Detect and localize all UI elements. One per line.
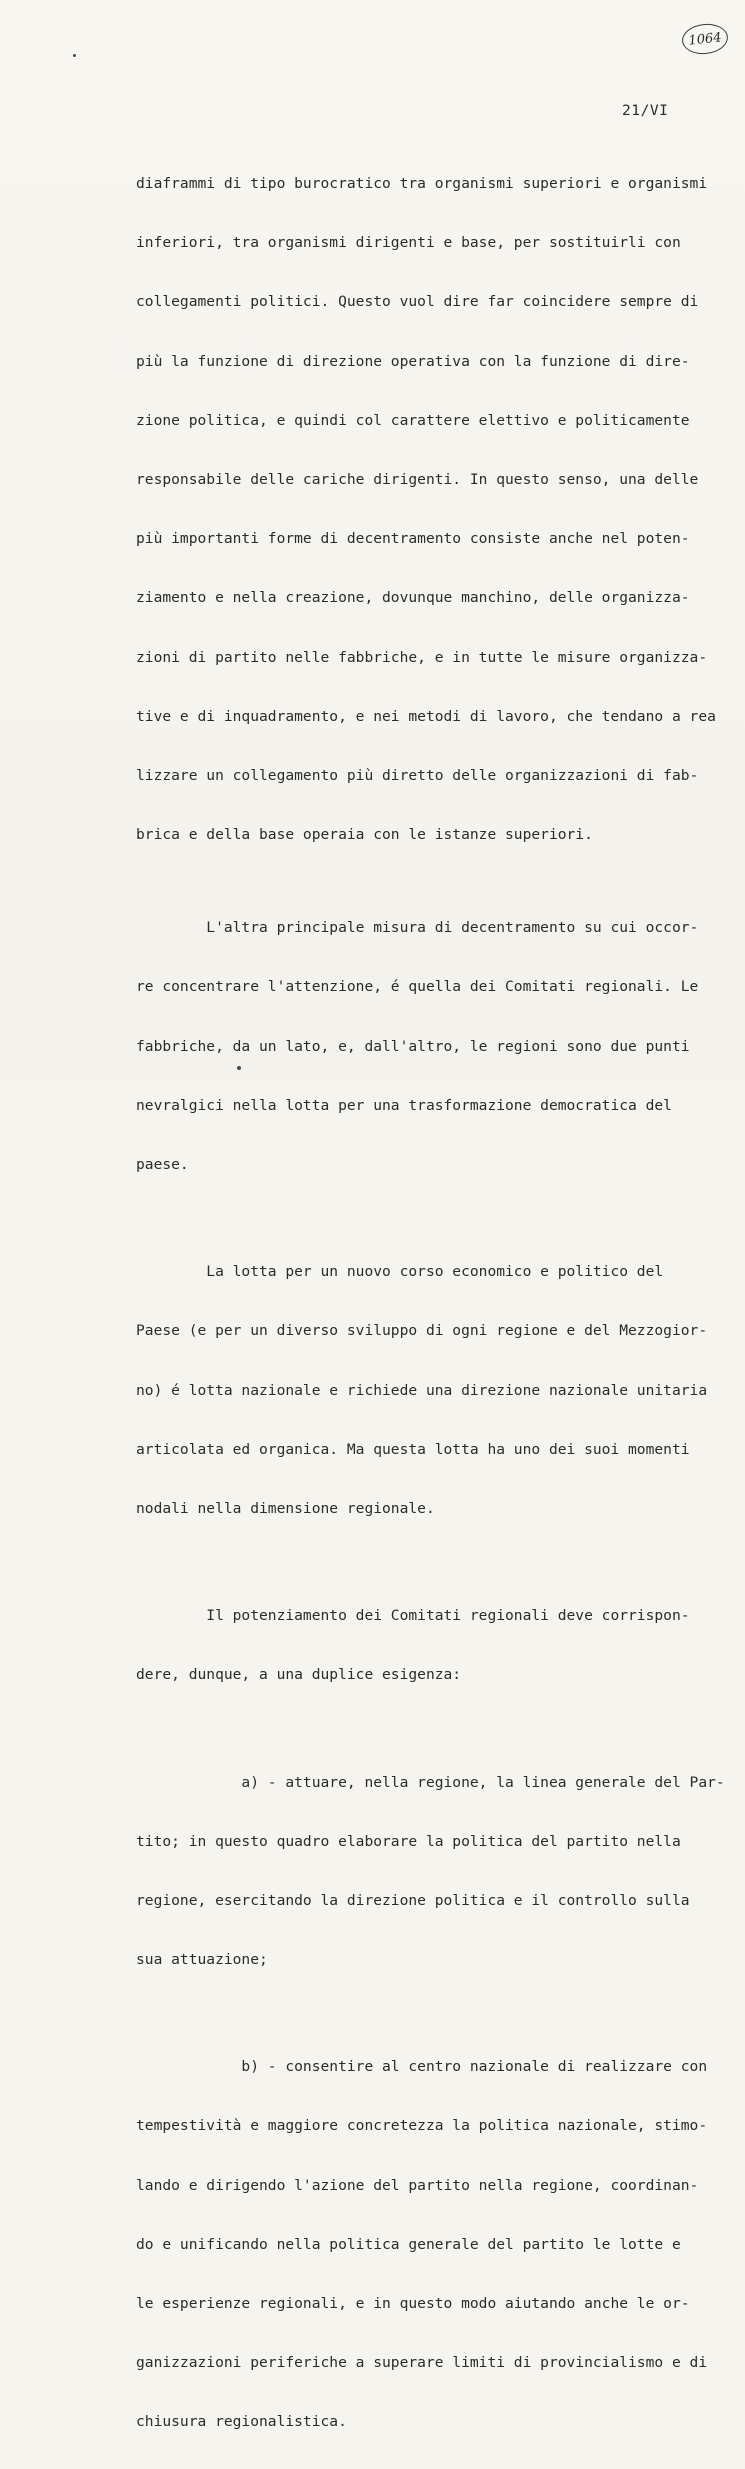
text-line: no) é lotta nazionale e richiede una direzione nazionale unitaria bbox=[136, 1381, 708, 1399]
paragraph-1 bbox=[136, 137, 726, 881]
paragraph-6 bbox=[136, 2020, 726, 2468]
text-line: zioni di partito nelle fabbriche, e in tutte le misure organizza- bbox=[136, 648, 708, 666]
text-line: ziamento e nella creazione, dovunque manchino, delle organizza- bbox=[136, 589, 690, 607]
document-body bbox=[136, 137, 726, 2469]
text-line: diaframmi di tipo burocratico tra organismi superiori e organismi bbox=[136, 175, 708, 192]
scan-speck bbox=[73, 54, 76, 57]
text-line: a) - attuare, nella regione, la linea generale del Par- bbox=[136, 1773, 725, 1791]
text-line: fabbriche, da un lato, e, dall'altro, le regioni sono due punti bbox=[136, 1037, 690, 1055]
text-line: tempestività e maggiore concretezza la politica nazionale, stimo- bbox=[136, 2117, 708, 2135]
text-line: articolata ed organica. Ma questa lotta ha uno dei suoi momenti bbox=[136, 1440, 690, 1458]
text-line: nevralgici nella lotta per una trasformazione democratica del bbox=[136, 1096, 672, 1114]
text-line: brica e della base operaia con le istanze superiori. bbox=[136, 826, 593, 844]
text-line: L'altra principale misura di decentramento su cui occor- bbox=[136, 919, 699, 937]
page-reference: 21/VI bbox=[622, 102, 669, 119]
text-line: Paese (e per un diverso sviluppo di ogni regione e del Mezzogior- bbox=[136, 1322, 708, 1340]
text-line: tive e di inquadramento, e nei metodi di lavoro, che tendano a rea bbox=[136, 707, 716, 725]
text-line: lizzare un collegamento più diretto delle organizzazioni di fab- bbox=[136, 766, 699, 784]
paragraph-3 bbox=[136, 1225, 726, 1555]
text-line: nodali nella dimensione regionale. bbox=[136, 1499, 435, 1517]
text-line: b) - consentire al centro nazionale di realizzare con bbox=[136, 2058, 708, 2076]
paragraph-5 bbox=[136, 1736, 726, 2007]
text-line: chiusura regionalistica. bbox=[136, 2413, 347, 2431]
paragraph-gap bbox=[136, 1555, 726, 1569]
paragraph-2 bbox=[136, 881, 726, 1211]
archive-number-stamp bbox=[681, 22, 730, 57]
text-line: più la funzione di direzione operativa con la funzione di dire- bbox=[136, 352, 690, 370]
text-line: inferiori, tra organismi dirigenti e base, per sostituirli con bbox=[136, 234, 681, 252]
text-line: do e unificando nella politica generale del partito le lotte e bbox=[136, 2235, 681, 2253]
text-line: più importanti forme di decentramento consiste anche nel poten- bbox=[136, 530, 690, 548]
text-line: le esperienze regionali, e in questo modo aiutando anche le or- bbox=[136, 2295, 690, 2312]
archive-number-text: 1064 bbox=[687, 29, 723, 49]
text-line: Il potenziamento dei Comitati regionali deve corrispon- bbox=[136, 1607, 690, 1625]
text-line: responsabile delle cariche dirigenti. In questo senso, una delle bbox=[136, 470, 699, 488]
text-line: sua attuazione; bbox=[136, 1951, 268, 1969]
paragraph-gap bbox=[136, 1211, 726, 1225]
paragraph-gap bbox=[136, 1722, 726, 1736]
text-line: paese. bbox=[136, 1156, 189, 1173]
scan-speck bbox=[237, 1066, 241, 1070]
text-line: collegamenti politici. Questo vuol dire far coincidere sempre di bbox=[136, 293, 699, 311]
text-line: ganizzazioni periferiche a superare limiti di provincialismo e di bbox=[136, 2354, 708, 2372]
text-line: re concentrare l'attenzione, é quella dei Comitati regionali. Le bbox=[136, 978, 699, 996]
text-line: regione, esercitando la direzione politica e il controllo sulla bbox=[136, 1891, 690, 1909]
paragraph-4 bbox=[136, 1569, 726, 1721]
text-line: La lotta per un nuovo corso economico e politico del bbox=[136, 1263, 664, 1281]
text-line: tito; in questo quadro elaborare la politica del partito nella bbox=[136, 1832, 681, 1850]
text-line: dere, dunque, a una duplice esigenza: bbox=[136, 1666, 462, 1684]
paragraph-gap bbox=[136, 2006, 726, 2020]
text-line: lando e dirigendo l'azione del partito nella regione, coordinan- bbox=[136, 2176, 699, 2194]
text-line: zione politica, e quindi col carattere elettivo e politicamente bbox=[136, 411, 690, 429]
